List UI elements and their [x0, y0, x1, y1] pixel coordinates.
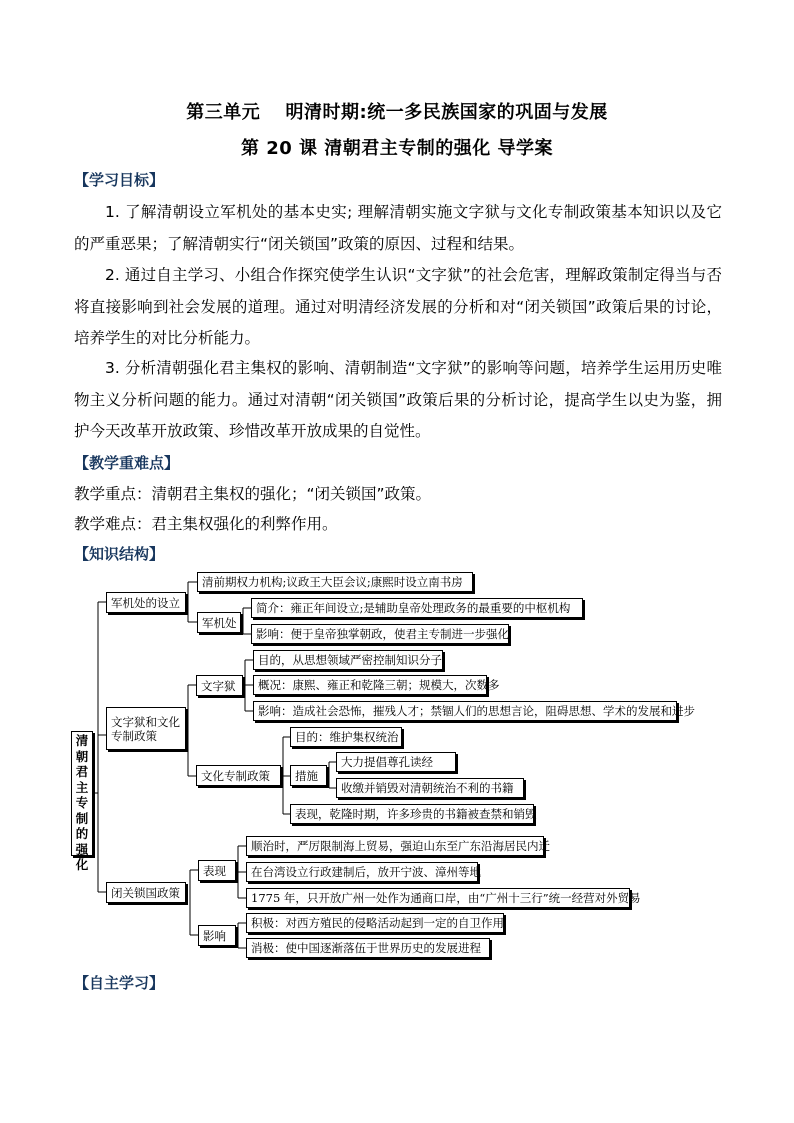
structure-root: 清朝君主专制的强化: [71, 731, 93, 856]
objective-2: 2. 通过自主学习、小组合作探究使学生认识“文字狱”的社会危害，理解政策制定得当与否将直接影响到社会发展的道理。通过对明清经济发展的分析和对“闭关锁国”政策后果的讨论，培养学生的对比分析能力。: [74, 266, 722, 347]
node-cd-manifest-1: 顺治时，严厉限制海上贸易，强迫山东至广东沿海居民内迁: [246, 836, 544, 856]
structure-heading: 【知识结构】: [74, 545, 165, 563]
node-wzy-purpose: 目的，从思想领域严密控制知识分子: [253, 650, 443, 670]
node-cp-purpose: 目的：维护集权统治: [290, 727, 402, 747]
node-cd-manifest-3: 1775 年，只开放广州一处作为通商口岸，由“广州十三行”统一经营对外贸易: [246, 888, 630, 908]
node-closed-door: 闭关锁国政策: [106, 882, 186, 903]
node-cd-manifest: 表现: [198, 860, 236, 881]
node-pre-qing-power: 清前期权力机构;议政王大臣会议;康熙时设立南书房: [197, 572, 473, 592]
node-cd-impact-positive: 积极：对西方殖民的侵略活动起到一定的自卫作用: [246, 913, 504, 933]
teaching-focus: 教学重点：清朝君主集权的强化；“闭关锁国”政策。: [74, 485, 432, 503]
node-cp-manifest: 表现，乾隆时期，许多珍贵的书籍被查禁和销毁: [290, 804, 534, 824]
node-cd-manifest-2: 在台湾设立行政建制后，放开宁波、漳州等地: [246, 862, 478, 882]
key-points-heading: 【教学重难点】: [74, 454, 180, 472]
node-junjichu-setup: 军机处的设立: [106, 592, 186, 613]
lesson-title: 第 20 课 清朝君主专制的强化 导学案: [240, 138, 554, 159]
node-junjichu: 军机处: [197, 612, 241, 633]
node-jjc-impact: 影响：便于皇帝独掌朝政，使君主专制进一步强化: [251, 624, 509, 644]
node-jjc-intro: 简介：雍正年间设立;是辅助皇帝处理政务的最重要的中枢机构: [251, 598, 583, 618]
node-wenziyu: 文字狱: [196, 675, 243, 696]
self-study-heading: 【自主学习】: [74, 974, 165, 992]
objectives-heading: 【学习目标】: [74, 171, 165, 189]
unit-title: 第三单元 明清时期:统一多民族国家的巩固与发展: [186, 102, 608, 123]
node-cd-impact-negative: 消极：使中国逐渐落伍于世界历史的发展进程: [246, 938, 490, 958]
node-wzy-overview: 概况：康熙、雍正和乾隆三朝；规模大，次数多: [253, 675, 487, 695]
objective-1: 1. 了解清朝设立军机处的基本史实; 理解清朝实施文字狱与文化专制政策基本知识以及它的严重恶果；了解清朝实行“闭关锁国”政策的原因、过程和结果。: [74, 203, 722, 253]
teaching-difficulty: 教学难点：君主集权强化的利弊作用。: [74, 515, 338, 533]
node-cp-measure-2: 收缴并销毁对清朝统治不利的书籍: [336, 778, 524, 798]
node-wzy-impact: 影响：造成社会恐怖，摧残人才；禁锢人们的思想言论，阻碍思想、学术的发展和进步: [253, 701, 677, 721]
objective-3: 3. 分析清朝强化君主集权的影响、清朝制造“文字狱”的影响等问题，培养学生运用历史唯物主义分析问题的能力。通过对清朝“闭关锁国”政策后果的分析讨论，提高学生以史为鉴，拥护今天改革开放政策、珍惜改革开放成果的自觉性。: [74, 359, 722, 440]
node-culture-policy: 文化专制政策: [196, 765, 281, 786]
node-cd-impact: 影响: [198, 925, 236, 946]
node-wenziyu-policy: 文字狱和文化专制政策: [106, 707, 186, 750]
node-cp-measure-1: 大力提倡尊孔读经: [336, 752, 456, 772]
node-cp-measures: 措施: [290, 765, 327, 786]
